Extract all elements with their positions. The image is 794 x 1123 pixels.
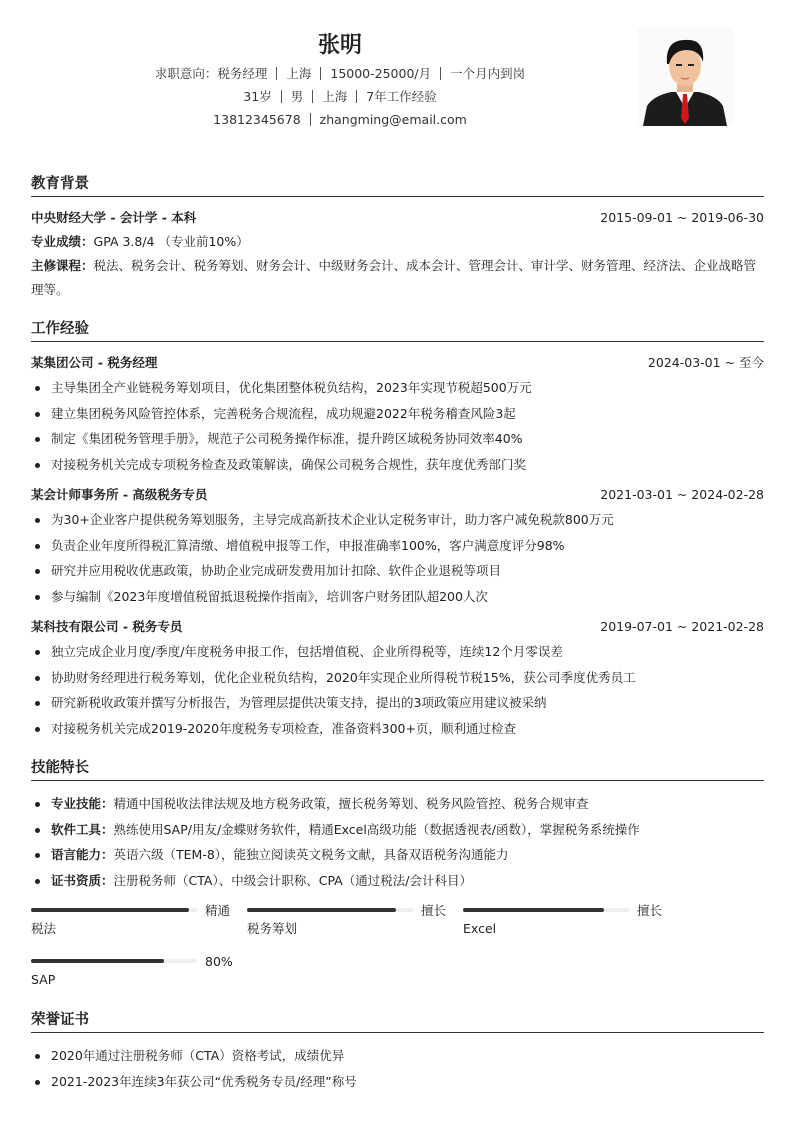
section-title: 工作经验 — [31, 317, 764, 342]
job-bullet: 参与编制《2023年度增值税留抵退税操作指南》，培训客户财务团队超200人次 — [31, 584, 764, 610]
work-section — [31, 317, 764, 741]
job-bullet: 对接税务机关完成专项税务检查及政策解读，确保公司税务合规性，获年度优秀部门奖 — [31, 452, 764, 478]
contact-line — [0, 108, 680, 131]
job-bullet: 对接税务机关完成2019-2020年度税务专项检查，准备资料300+页，顺利通过检查 — [31, 716, 764, 742]
job-bullet: 制定《集团税务管理手册》，规范子公司税务操作标准，提升跨区域税务协同效率40% — [31, 426, 764, 452]
job-date: 2024-03-01 ~ 至今 — [647, 355, 764, 370]
resume-header — [0, 30, 680, 131]
experience-years: 7年工作经验 — [366, 89, 437, 104]
profile-photo — [637, 28, 733, 126]
job-header — [31, 350, 764, 375]
section-title: 荣誉证书 — [31, 1008, 764, 1033]
candidate-name: 张明 — [317, 33, 362, 58]
job-intent-line — [0, 62, 680, 85]
skill-track — [463, 908, 629, 912]
skill-track — [31, 908, 197, 912]
city: 上海 — [322, 89, 348, 104]
job-date: 2019-07-01 ~ 2021-02-28 — [600, 619, 764, 634]
skill-item: 语言能力：英语六级（TEM-8），能独立阅读英文税务文献，具备双语税务沟通能力 — [31, 842, 764, 868]
skill-track — [31, 959, 197, 963]
age: 31岁 — [243, 89, 272, 104]
job-bullet: 主导集团全产业链税务筹划项目，优化集团整体税负结构，2023年实现节税超500万元 — [31, 375, 764, 401]
job-header — [31, 482, 764, 507]
job-bullet: 负责企业年度所得税汇算清缴、增值税申报等工作，申报准确率100%，客户满意度评分98% — [31, 533, 764, 559]
salary: 15000-25000/月 — [330, 66, 432, 81]
availability: 一个月内到岗 — [450, 66, 526, 81]
skill-level: 擅长 — [637, 903, 663, 918]
skill-bar — [247, 901, 463, 952]
job-bullet: 为30+企业客户提供税务筹划服务，主导完成高新技术企业认定税务审计，助力客户减免税款800万元 — [31, 507, 764, 533]
job-entry — [31, 350, 764, 477]
gender: 男 — [290, 89, 304, 104]
skill-name: Excel — [463, 921, 497, 936]
skill-item: 软件工具：熟练使用SAP/用友/金蝶财务软件，精通Excel高级功能（数据透视表/函数），掌握税务系统操作 — [31, 817, 764, 843]
job-title: 某集团公司 - 税务经理 — [31, 355, 158, 370]
job-date: 2021-03-01 ~ 2024-02-28 — [600, 487, 764, 502]
skill-fill — [247, 908, 396, 912]
personal-info-line — [0, 85, 680, 108]
school: 中央财经大学 - 会计学 - 本科 — [31, 210, 197, 225]
intent: 求职意向：税务经理 — [154, 66, 268, 81]
gpa-line: 专业成绩：GPA 3.8/4 （专业前10%） — [31, 234, 249, 249]
skill-level: 80% — [205, 953, 233, 969]
phone: 13812345678 — [213, 112, 301, 127]
job-bullet: 协助财务经理进行税务筹划，优化企业税负结构，2020年实现企业所得税节税15%，获公司季度优秀员工 — [31, 665, 764, 691]
skill-fill — [31, 908, 189, 912]
education-date: 2015-09-01 ~ 2019-06-30 — [600, 210, 764, 225]
skills-section — [31, 756, 764, 1003]
skill-level: 擅长 — [421, 903, 447, 918]
job-bullet: 独立完成企业月度/季度/年度税务申报工作，包括增值税、企业所得税等，连续12个月零误差 — [31, 639, 764, 665]
job-entry — [31, 482, 764, 609]
skill-fill — [463, 908, 604, 912]
email: zhangming@email.com — [319, 112, 467, 127]
skill-name: 税法 — [31, 921, 57, 936]
education-entry — [31, 205, 764, 230]
education-section — [31, 172, 764, 302]
job-header — [31, 614, 764, 639]
honors-section — [31, 1008, 764, 1094]
skill-fill — [31, 959, 164, 963]
job-bullet: 研究并应用税收优惠政策，协助企业完成研发费用加计扣除、软件企业退税等项目 — [31, 558, 764, 584]
skill-item: 专业技能：精通中国税收法律法规及地方税务政策，擅长税务筹划、税务风险管控、税务合规审查 — [31, 791, 764, 817]
job-title: 某会计师事务所 - 高级税务专员 — [31, 487, 208, 502]
intent-city: 上海 — [286, 66, 312, 81]
skill-level: 精通 — [205, 903, 231, 918]
honor-item: 2020年通过注册税务师（CTA）资格考试，成绩优异 — [31, 1043, 764, 1069]
skill-bar — [31, 952, 247, 1003]
job-bullet: 研究新税收政策并撰写分析报告，为管理层提供决策支持，提出的3项政策应用建议被采纳 — [31, 690, 764, 716]
skill-name: SAP — [31, 972, 56, 987]
skill-track — [247, 908, 413, 912]
skill-bar — [31, 901, 247, 952]
job-title: 某科技有限公司 - 税务专员 — [31, 619, 183, 634]
section-title: 技能特长 — [31, 756, 764, 781]
job-bullet: 建立集团税务风险管控体系，完善税务合规流程，成功规避2022年税务稽查风险3起 — [31, 401, 764, 427]
skill-name: 税务筹划 — [247, 921, 298, 936]
skill-item: 证书资质：注册税务师（CTA）、中级会计职称、CPA（通过税法/会计科目） — [31, 868, 764, 894]
honor-item: 2021-2023年连续3年获公司“优秀税务专员/经理”称号 — [31, 1069, 764, 1095]
skill-bar — [463, 901, 679, 952]
courses-line: 主修课程：税法、税务会计、税务筹划、财务会计、中级财务会计、成本会计、管理会计、审计学、财务管理、经济法、企业战略管理等。 — [31, 258, 757, 297]
section-title: 教育背景 — [31, 172, 764, 197]
job-entry — [31, 614, 764, 741]
